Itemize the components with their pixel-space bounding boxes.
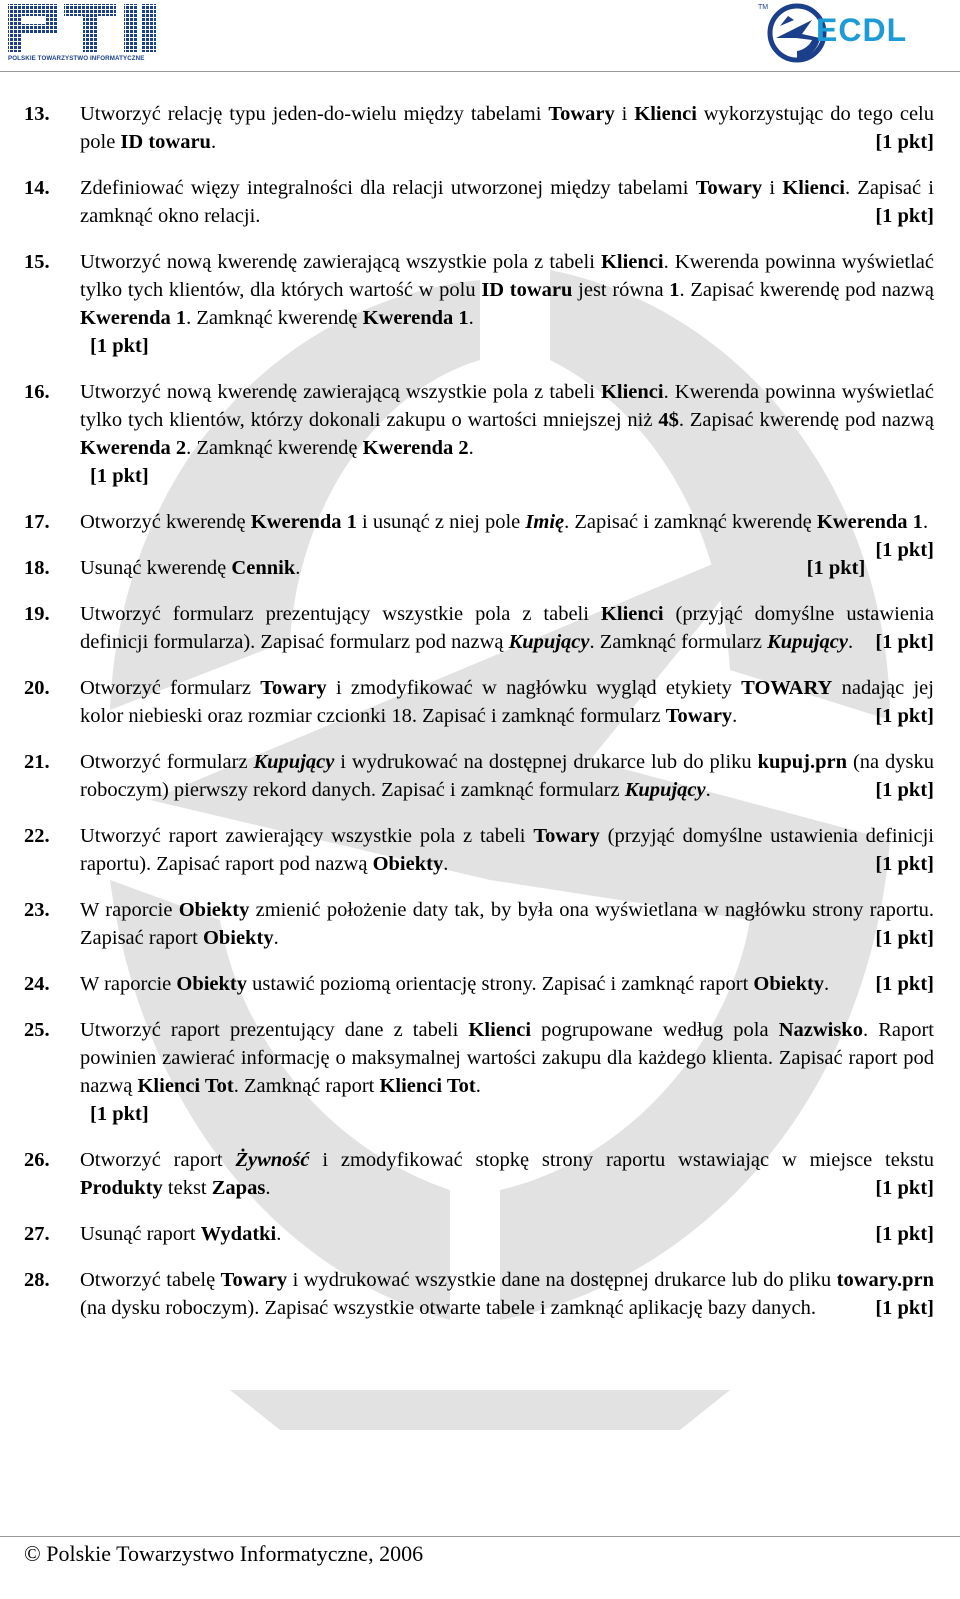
task-term: Wydatki xyxy=(200,1223,277,1245)
task-text-run: jest równa xyxy=(572,279,670,301)
task-points: [1 pkt] xyxy=(806,557,866,579)
task-text-run: i xyxy=(762,177,783,199)
task-text-run: tekst xyxy=(162,1177,212,1199)
task-points: [1 pkt] xyxy=(90,335,149,357)
task-text-run: zmienić położenie daty tak, by była ona wyświetlana w nagłówku strony raportu. Zapisać raport xyxy=(80,899,935,949)
task-term: Kupujący xyxy=(253,751,335,773)
task-term: Klienci xyxy=(782,177,845,199)
task-term: Kwerenda 2 xyxy=(362,437,469,459)
task-text-run: i zmodyfikować w nagłówku wygląd etykiety xyxy=(326,677,742,699)
task-item xyxy=(24,554,934,582)
task-text-run: Usunąć kwerendę xyxy=(80,557,232,579)
task-text xyxy=(80,100,934,156)
task-number: 19. xyxy=(24,603,50,625)
task-term: Zapas xyxy=(211,1177,266,1199)
task-text xyxy=(80,174,934,230)
task-text-run: . Zapisać kwerendę pod nazwą xyxy=(679,279,934,301)
task-text-run: . xyxy=(468,437,474,459)
task-term: 1 xyxy=(669,279,680,301)
task-text xyxy=(80,378,934,490)
task-text-run: Utworzyć formularz prezentujący wszystkie pola z tabeli xyxy=(80,603,601,625)
task-number: 26. xyxy=(24,1149,50,1171)
task-text xyxy=(80,1220,934,1248)
task-points: [1 pkt] xyxy=(875,779,934,801)
task-term: Obiekty xyxy=(372,853,444,875)
task-points: [1 pkt] xyxy=(875,539,934,561)
task-points: [1 pkt] xyxy=(875,205,934,227)
task-text xyxy=(80,896,934,952)
task-text-run: . xyxy=(847,631,854,653)
task-text-run: . Zapisać i zamknąć okno relacji. xyxy=(80,177,934,227)
task-points: [1 pkt] xyxy=(875,1223,934,1245)
task-term: Kupujący xyxy=(508,631,590,653)
task-text-run: wykorzystując do tego celu pole xyxy=(80,103,934,153)
task-text-run: . Kwerenda powinna wyświetlać tylko tych klientów, dla których wartość w polu xyxy=(80,251,934,301)
task-text-run: (przyjąć domyślne ustawienia definicji formularza). Zapisać formularz pod nazwą xyxy=(80,603,934,653)
task-text xyxy=(80,822,934,878)
task-number: 18. xyxy=(24,557,50,579)
task-term: Towary xyxy=(695,177,763,199)
task-term: Towary xyxy=(548,103,615,125)
footer-copyright: © Polskie Towarzystwo Informatyczne, 2006 xyxy=(24,1541,424,1566)
ecdl-wordmark: ECDL xyxy=(816,12,908,48)
task-item xyxy=(24,600,934,656)
task-text-run: . xyxy=(922,511,929,533)
task-text-run: i xyxy=(614,103,635,125)
task-item xyxy=(24,1220,934,1248)
task-term: Kupujący xyxy=(767,631,848,653)
task-text-run: pogrupowane według pola xyxy=(531,1019,779,1041)
task-points: [1 pkt] xyxy=(875,1297,934,1319)
task-text-run: . xyxy=(443,853,449,875)
task-term: Produkty xyxy=(80,1177,163,1199)
task-number: 21. xyxy=(24,751,50,773)
task-text-run: . xyxy=(276,1223,282,1245)
task-item xyxy=(24,748,934,804)
task-text-run: . xyxy=(468,307,474,329)
task-text xyxy=(80,248,934,360)
task-number: 22. xyxy=(24,825,50,847)
task-term: Klienci xyxy=(634,103,697,125)
task-item xyxy=(24,508,934,561)
task-text-run: . Zamknąć kwerendę xyxy=(186,437,363,459)
task-text-run: Otworzyć kwerendę xyxy=(80,511,251,533)
task-item xyxy=(24,896,934,952)
task-text-run: (przyjąć domyślne ustawienia definicji raportu). Zapisać raport pod nazwą xyxy=(80,825,934,875)
task-points: [1 pkt] xyxy=(875,631,934,653)
task-text xyxy=(80,600,934,656)
task-term: Żywność xyxy=(235,1149,310,1171)
task-text-run: Utworzyć relację typu jeden-do-wielu między tabelami xyxy=(80,103,549,125)
task-text xyxy=(80,1146,934,1202)
task-number: 24. xyxy=(24,973,50,995)
task-number: 25. xyxy=(24,1019,50,1041)
task-points: [1 pkt] xyxy=(875,705,934,727)
task-text xyxy=(80,748,934,804)
task-item xyxy=(24,1016,934,1128)
task-text-run: . xyxy=(475,1075,481,1097)
task-item xyxy=(24,174,934,230)
task-text-run: . Zamknąć formularz xyxy=(589,631,768,653)
ecdl-logo xyxy=(752,2,952,64)
task-term: Towary xyxy=(533,825,600,847)
task-text-run: ustawić poziomą orientację strony. Zapisać i zamknąć raport xyxy=(247,973,754,995)
task-term: Kwerenda 1 xyxy=(80,307,187,329)
task-item xyxy=(24,970,934,998)
task-text-run: Otworzyć formularz xyxy=(80,751,254,773)
task-text xyxy=(80,1266,934,1322)
task-term: Obiekty xyxy=(176,973,247,995)
pti-logo-mark xyxy=(6,2,161,54)
task-term: Obiekty xyxy=(178,899,250,921)
task-points: [1 pkt] xyxy=(875,853,934,875)
task-term: towary.prn xyxy=(836,1269,934,1291)
task-text xyxy=(80,554,934,582)
task-text-run: i wydrukować na dostępnej drukarce lub do pliku xyxy=(334,751,758,773)
task-term: Klienci xyxy=(600,603,664,625)
task-term: Klienci Tot xyxy=(379,1075,476,1097)
task-number: 13. xyxy=(24,103,50,125)
task-term: Obiekty xyxy=(202,927,274,949)
task-number: 17. xyxy=(24,511,50,533)
task-text xyxy=(80,1016,934,1128)
task-points: [1 pkt] xyxy=(875,927,934,949)
task-text-run: W raporcie xyxy=(80,973,177,995)
pti-logo-subtitle: POLSKIE TOWARZYSTWO INFORMATYCZNE xyxy=(8,55,145,62)
task-points: [1 pkt] xyxy=(875,1177,934,1199)
task-item xyxy=(24,674,934,730)
task-text-run: Otworzyć formularz xyxy=(80,677,261,699)
task-term: 4$ xyxy=(658,409,679,431)
task-points: [1 pkt] xyxy=(90,1103,149,1125)
task-text-run: . Raport powinien zawierać informację o maksymalnej wartości zakupu dla każdego klienta. Zapisać raport pod nazwą xyxy=(80,1019,935,1097)
task-number: 28. xyxy=(24,1269,50,1291)
task-term: kupuj.prn xyxy=(757,751,848,773)
task-text-run: i zmodyfikować stopkę strony raportu wstawiając w miejsce tekstu xyxy=(309,1149,935,1171)
task-text-run: . xyxy=(824,973,830,995)
page-header xyxy=(0,0,960,72)
task-term: ID towaru xyxy=(481,279,573,301)
task-number: 16. xyxy=(24,381,50,403)
task-term: Kwerenda 1 xyxy=(250,511,357,533)
task-term: Klienci xyxy=(600,251,664,273)
task-text-run: . Zapisać i zamknąć kwerendę xyxy=(564,511,817,533)
task-points: [1 pkt] xyxy=(875,973,934,995)
task-item xyxy=(24,822,934,878)
task-text-run: . xyxy=(273,927,279,949)
task-term: Towary xyxy=(260,677,327,699)
task-text-run: Usunąć raport xyxy=(80,1223,201,1245)
task-text-run: . xyxy=(705,779,711,801)
task-text-run: i wydrukować wszystkie dane na dostępnej drukarce lub do pliku xyxy=(287,1269,837,1291)
task-number: 14. xyxy=(24,177,50,199)
task-list xyxy=(24,100,934,1340)
task-text-run: Otworzyć raport xyxy=(80,1149,236,1171)
task-text-run: . xyxy=(295,557,301,579)
task-term: Klienci xyxy=(600,381,664,403)
task-text-run: . xyxy=(265,1177,271,1199)
task-term: Towary xyxy=(665,705,733,727)
task-term: Kwerenda 1 xyxy=(816,511,923,533)
pti-logo xyxy=(6,2,161,66)
task-text-run: Utworzyć raport prezentujący dane z tabeli xyxy=(80,1019,469,1041)
task-term: Kupujący xyxy=(624,779,706,801)
task-text-run: Zdefiniować więzy integralności dla relacji utworzonej między tabelami xyxy=(80,177,696,199)
task-text-run: Utworzyć raport zawierający wszystkie pola z tabeli xyxy=(80,825,534,847)
task-term: ID towaru xyxy=(120,131,211,153)
task-points: [1 pkt] xyxy=(875,131,934,153)
task-text-run: (na dysku roboczym) pierwszy rekord danych. Zapisać i zamknąć formularz xyxy=(80,751,935,801)
task-text-run: i usunąć z niej pole xyxy=(356,511,526,533)
task-text-run: . Zamknąć kwerendę xyxy=(186,307,363,329)
task-text-run: nadając jej kolor niebieski oraz rozmiar czcionki 18. Zapisać i zamknąć formularz xyxy=(80,677,934,727)
task-item xyxy=(24,1146,934,1202)
task-text xyxy=(80,970,934,998)
task-text-run: . Zamknąć raport xyxy=(233,1075,380,1097)
task-term: Kwerenda 1 xyxy=(362,307,469,329)
task-term: Towary xyxy=(220,1269,288,1291)
task-text-run: (na dysku roboczym). Zapisać wszystkie otwarte tabele i zamknąć aplikację bazy danych. xyxy=(80,1297,816,1319)
task-item xyxy=(24,100,934,156)
task-text-run: W raporcie xyxy=(80,899,179,921)
task-text xyxy=(80,508,934,561)
task-points: [1 pkt] xyxy=(90,465,149,487)
task-text-run: . xyxy=(210,131,217,153)
task-number: 27. xyxy=(24,1223,50,1245)
task-number: 20. xyxy=(24,677,50,699)
task-number: 23. xyxy=(24,899,50,921)
task-term: Obiekty xyxy=(753,973,825,995)
task-term: Kwerenda 2 xyxy=(80,437,187,459)
header-divider xyxy=(0,71,960,72)
footer-divider xyxy=(0,1536,960,1537)
task-text-run: . xyxy=(732,705,738,727)
task-text-run: . Kwerenda powinna wyświetlać tylko tych klientów, którzy dokonali zakupu o wartości mniejszej niż xyxy=(80,381,934,431)
task-text-run: Utworzyć nową kwerendę zawierającą wszystkie pola z tabeli xyxy=(80,251,601,273)
task-text xyxy=(80,674,934,730)
task-item xyxy=(24,248,934,360)
task-text-run: Utworzyć nową kwerendę zawierającą wszystkie pola z tabeli xyxy=(80,381,601,403)
task-text-run: Otworzyć tabelę xyxy=(80,1269,221,1291)
task-term: Imię xyxy=(525,511,565,533)
task-term: Klienci Tot xyxy=(137,1075,234,1097)
task-term: Cennik xyxy=(231,557,296,579)
task-term: Klienci xyxy=(468,1019,532,1041)
task-item xyxy=(24,1266,934,1322)
trademark-mark: TM xyxy=(758,4,769,11)
task-term: Nazwisko xyxy=(778,1019,863,1041)
task-term: TOWARY xyxy=(741,677,833,699)
task-text-run: . Zapisać kwerendę pod nazwą xyxy=(678,409,934,431)
task-number: 15. xyxy=(24,251,50,273)
task-item xyxy=(24,378,934,490)
